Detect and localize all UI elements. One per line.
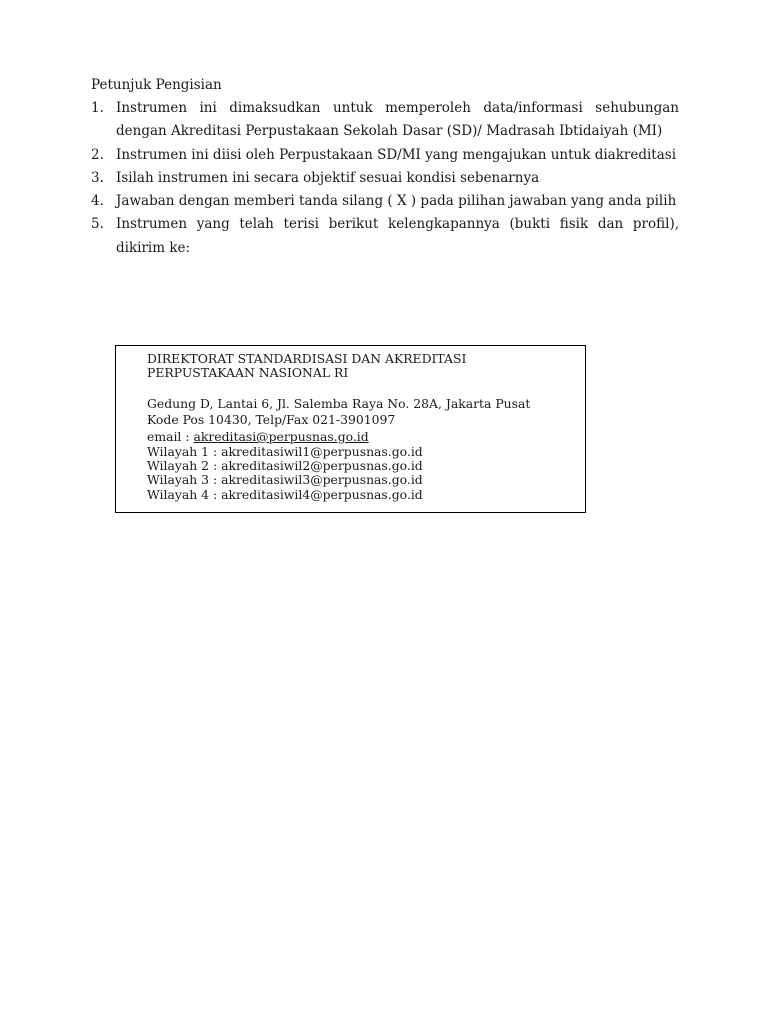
item-number: 5. xyxy=(91,216,104,233)
address-box xyxy=(115,345,586,513)
list-item xyxy=(91,213,679,260)
street-address: Gedung D, Lantai 6, Jl. Salemba Raya No. 28A, Jakarta Pusat xyxy=(147,396,531,411)
region-email-1: Wilayah 1 : akreditasiwil1@perpusnas.go.id xyxy=(147,444,423,459)
org-name-line1: DIREKTORAT STANDARDISASI DAN AKREDITASI xyxy=(147,351,467,366)
item-text: Instrumen ini dimaksudkan untuk memperoleh data/informasi sehubungan dengan Akreditasi Perpustakaan Sekolah Dasar (SD)/ Madrasah Ibtidaiyah (MI) xyxy=(116,100,679,140)
item-number: 3. xyxy=(91,169,104,186)
item-text: Jawaban dengan memberi tanda silang ( X ) pada pilihan jawaban yang anda pilih xyxy=(116,193,677,210)
list-item xyxy=(91,144,679,167)
postal-phone: Kode Pos 10430, Telp/Fax 021-3901097 xyxy=(147,412,396,427)
item-text: Instrumen ini diisi oleh Perpustakaan SD/MI yang mengajukan untuk diakreditasi xyxy=(116,146,677,163)
region-email-2: Wilayah 2 : akreditasiwil2@perpusnas.go.id xyxy=(147,458,423,473)
region-email-3: Wilayah 3 : akreditasiwil3@perpusnas.go.id xyxy=(147,472,423,487)
instructions-heading: Petunjuk Pengisian xyxy=(91,77,222,93)
email-link[interactable]: akreditasi@perpusnas.go.id xyxy=(193,429,369,444)
item-number: 2. xyxy=(91,146,104,163)
list-item xyxy=(91,167,679,190)
item-text: Instrumen yang telah terisi berikut kelengkapannya (bukti fisik dan profil), dikirim ke: xyxy=(116,216,679,256)
instructions-list xyxy=(91,97,679,260)
list-item xyxy=(91,97,679,144)
item-number: 1. xyxy=(91,100,104,116)
email-line xyxy=(147,430,369,444)
email-label: email : xyxy=(147,429,194,444)
item-number: 4. xyxy=(91,193,104,210)
org-name-line2: PERPUSTAKAAN NASIONAL RI xyxy=(147,365,349,380)
region-email-4: Wilayah 4 : akreditasiwil4@perpusnas.go.id xyxy=(147,487,423,502)
list-item xyxy=(91,190,679,213)
item-text: Isilah instrumen ini secara objektif sesuai kondisi sebenarnya xyxy=(116,169,540,186)
